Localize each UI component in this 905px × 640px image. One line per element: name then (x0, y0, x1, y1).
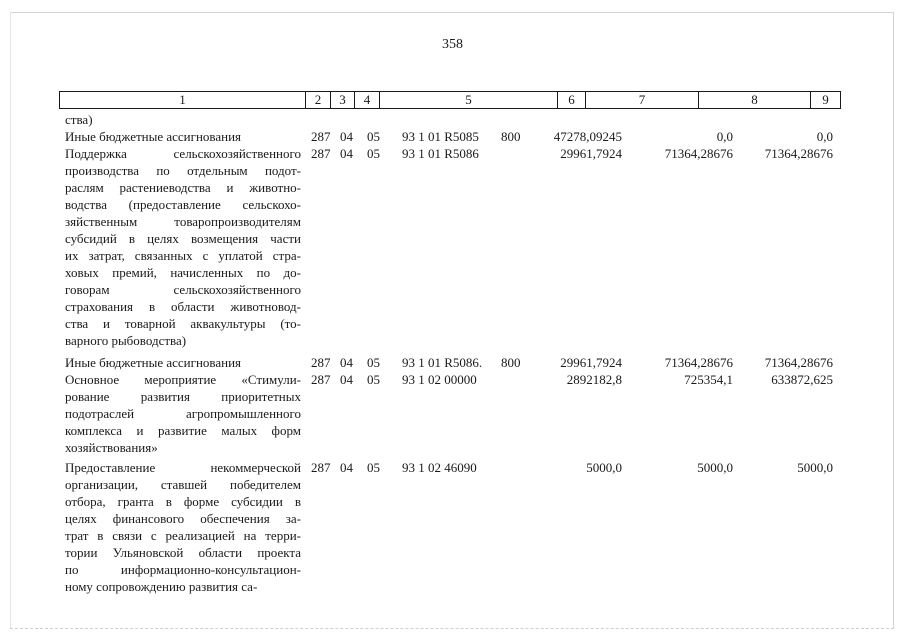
cell-c3: 04 (340, 355, 353, 370)
description-line: целях финансового обеспечения за- (65, 511, 301, 526)
description-line: Поддержка сельскохозяйственного (65, 146, 301, 161)
cell-c9: 633872,625 (771, 372, 833, 387)
header-col-6: 6 (557, 92, 585, 108)
scan-frame-bottom (10, 628, 894, 629)
description-line: производства по отдельным подот- (65, 163, 301, 178)
cell-c5: 93 1 02 46090 (402, 460, 477, 475)
description-line: зяйственным товаропроизводителям (65, 214, 301, 229)
cell-c2: 287 (311, 460, 331, 475)
description-line: варного рыбоводства) (65, 333, 187, 348)
description-line: тории Ульяновской области проекта (65, 545, 301, 560)
description-line: трат в связи с реализацией на терри- (65, 528, 301, 543)
cell-c5: 93 1 02 00000 (402, 372, 477, 387)
cell-c6: 800 (501, 129, 521, 144)
description-line: водства (предоставление сельскохо- (65, 197, 301, 212)
cell-c5: 93 1 01 R5086 (402, 146, 479, 161)
description-line: их затрат, связанных с уплатой стра- (65, 248, 301, 263)
description-line: ства и товарной аквакультуры (то- (65, 316, 301, 331)
cell-c4: 05 (367, 355, 380, 370)
header-col-4: 4 (354, 92, 379, 108)
description-line: подотраслей агропромышленного (65, 406, 301, 421)
cell-c2: 287 (311, 129, 331, 144)
description-line: ства) (65, 112, 93, 127)
scan-frame-right (893, 12, 894, 628)
description-line: комплекса и развитие малых форм (65, 423, 301, 438)
cell-c2: 287 (311, 146, 331, 161)
cell-c2: 287 (311, 355, 331, 370)
header-col-9: 9 (810, 92, 840, 108)
description-line: отбора, гранта в форме субсидии в (65, 494, 301, 509)
row-description (65, 128, 301, 145)
description-line: хозяйствования» (65, 440, 158, 455)
cell-c4: 05 (367, 146, 380, 161)
cell-c5: 93 1 01 R5086. (402, 355, 483, 370)
cell-c9: 0,0 (816, 129, 833, 144)
header-col-8: 8 (698, 92, 810, 108)
description-line: Предоставление некоммерческой (65, 460, 301, 475)
cell-c4: 05 (367, 372, 380, 387)
cell-c6: 800 (501, 355, 521, 370)
cell-c9: 5000,0 (797, 460, 833, 475)
cell-c7: 5000,0 (586, 460, 622, 475)
description-line: Иные бюджетные ассигнования (65, 129, 242, 144)
description-line: ховых премий, начисленных по до- (65, 265, 301, 280)
header-col-1: 1 (179, 92, 186, 107)
description-line: рование развития приоритетных (65, 389, 301, 404)
description-line: Основное мероприятие «Стимули- (65, 372, 301, 387)
scan-frame-top (10, 12, 894, 13)
table-header-row (59, 91, 841, 109)
description-line: по информационно-консультацион- (65, 562, 301, 577)
description-line: говорам сельскохозяйственного (65, 282, 301, 297)
description-line: Иные бюджетные ассигнования (65, 355, 242, 370)
cell-c2: 287 (311, 372, 331, 387)
cell-c7: 29961,7924 (560, 355, 622, 370)
scan-frame-left (10, 12, 11, 628)
description-line: организации, ставшей победителем (65, 477, 301, 492)
header-col-3: 3 (330, 92, 354, 108)
cell-c3: 04 (340, 146, 353, 161)
cell-c3: 04 (340, 460, 353, 475)
cell-c8: 0,0 (716, 129, 733, 144)
row-description (65, 459, 301, 595)
cell-c8: 725354,1 (684, 372, 733, 387)
page-number: 358 (442, 37, 463, 52)
cell-c8: 5000,0 (697, 460, 733, 475)
cell-c9: 71364,28676 (764, 355, 833, 370)
cell-c3: 04 (340, 372, 353, 387)
row-description (65, 371, 301, 456)
cell-c3: 04 (340, 129, 353, 144)
row-description (65, 145, 301, 349)
cell-c7: 29961,7924 (560, 146, 622, 161)
description-line: раслям растениеводства и животно- (65, 180, 301, 195)
header-col-7: 7 (585, 92, 698, 108)
description-line: субсидий в целях возмещения части (65, 231, 301, 246)
cell-c9: 71364,28676 (764, 146, 833, 161)
description-line: ному сопровождению развития са- (65, 579, 258, 594)
header-col-5: 5 (379, 92, 557, 108)
description-line: страхования в области животновод- (65, 299, 301, 314)
row-description (65, 354, 301, 371)
cell-c8: 71364,28676 (664, 355, 733, 370)
header-col-2: 2 (305, 92, 330, 108)
cell-c4: 05 (367, 129, 380, 144)
cell-c7: 2892182,8 (566, 372, 622, 387)
row-description (65, 111, 301, 128)
cell-c8: 71364,28676 (664, 146, 733, 161)
cell-c5: 93 1 01 R5085 (402, 129, 479, 144)
cell-c7: 47278,09245 (553, 129, 622, 144)
cell-c4: 05 (367, 460, 380, 475)
